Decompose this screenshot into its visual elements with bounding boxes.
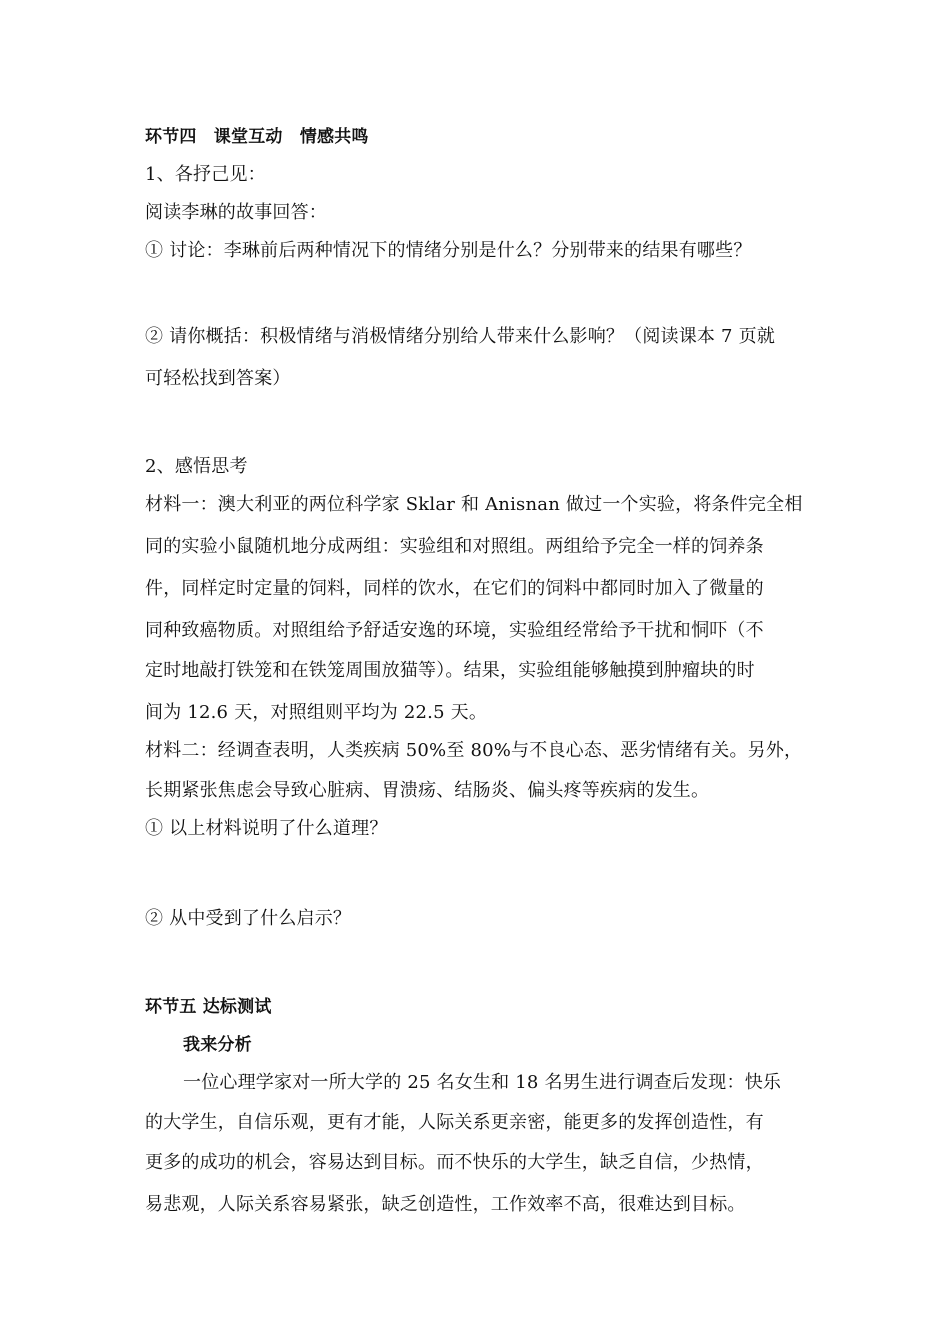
question-3: ① 以上材料说明了什么道理？ [145, 818, 388, 839]
material2-line: 长期紧张焦虑会导致心脏病、胃溃疡、结肠炎、偏头疼等疾病的发生。 [145, 780, 710, 801]
analysis-paragraph-line: 一位心理学家对一所大学的 25 名女生和 18 名男生进行调查后发现：快乐 [183, 1072, 782, 1093]
section4-heading: 环节四 课堂互动 情感共鸣 [145, 127, 369, 147]
part2-title: 2、感悟思考 [145, 456, 248, 477]
material2-line: 材料二：经调查表明，人类疾病 50%至 80%与不良心态、恶劣情绪有关。另外， [145, 740, 803, 761]
question-1: ① 讨论：李琳前后两种情况下的情绪分别是什么？分别带来的结果有哪些？ [145, 240, 752, 261]
material1-line: 件，同样定时定量的饲料，同样的饮水，在它们的饲料中都同时加入了微量的 [145, 578, 764, 599]
section5-heading: 环节五 达标测试 [145, 997, 272, 1017]
analysis-paragraph-line: 易悲观，人际关系容易紧张，缺乏创造性，工作效率不高，很难达到目标。 [145, 1194, 746, 1215]
question-2-line-2: 可轻松找到答案） [145, 368, 291, 389]
question-2-line-1: ② 请你概括：积极情绪与消极情绪分别给人带来什么影响？（阅读课本 7 页就 [145, 326, 776, 347]
material1-line: 同的实验小鼠随机地分成两组：实验组和对照组。两组给予完全一样的饲养条 [145, 536, 764, 557]
material1-line: 间为 12.6 天，对照组则平均为 22.5 天。 [145, 702, 488, 723]
material1-line: 定时地敲打铁笼和在铁笼周围放猫等）。结果，实验组能够触摸到肿瘤块的时 [145, 660, 755, 681]
analysis-paragraph-line: 的大学生，自信乐观，更有才能，人际关系更亲密，能更多的发挥创造性，有 [145, 1112, 764, 1133]
section5-subheading: 我来分析 [183, 1035, 252, 1055]
analysis-paragraph-line: 更多的成功的机会，容易达到目标。而不快乐的大学生，缺乏自信，少热情， [145, 1152, 764, 1173]
material1-line: 材料一：澳大利亚的两位科学家 Sklar 和 Anisnan 做过一个实验，将条件完全相 [145, 494, 803, 515]
question-4: ② 从中受到了什么启示？ [145, 908, 352, 929]
material1-line: 同种致癌物质。对照组给予舒适安逸的环境，实验组经常给予干扰和恫吓（不 [145, 620, 764, 641]
part1-title: 1、各抒己见： [145, 164, 266, 185]
part1-intro: 阅读李琳的故事回答： [145, 202, 327, 223]
